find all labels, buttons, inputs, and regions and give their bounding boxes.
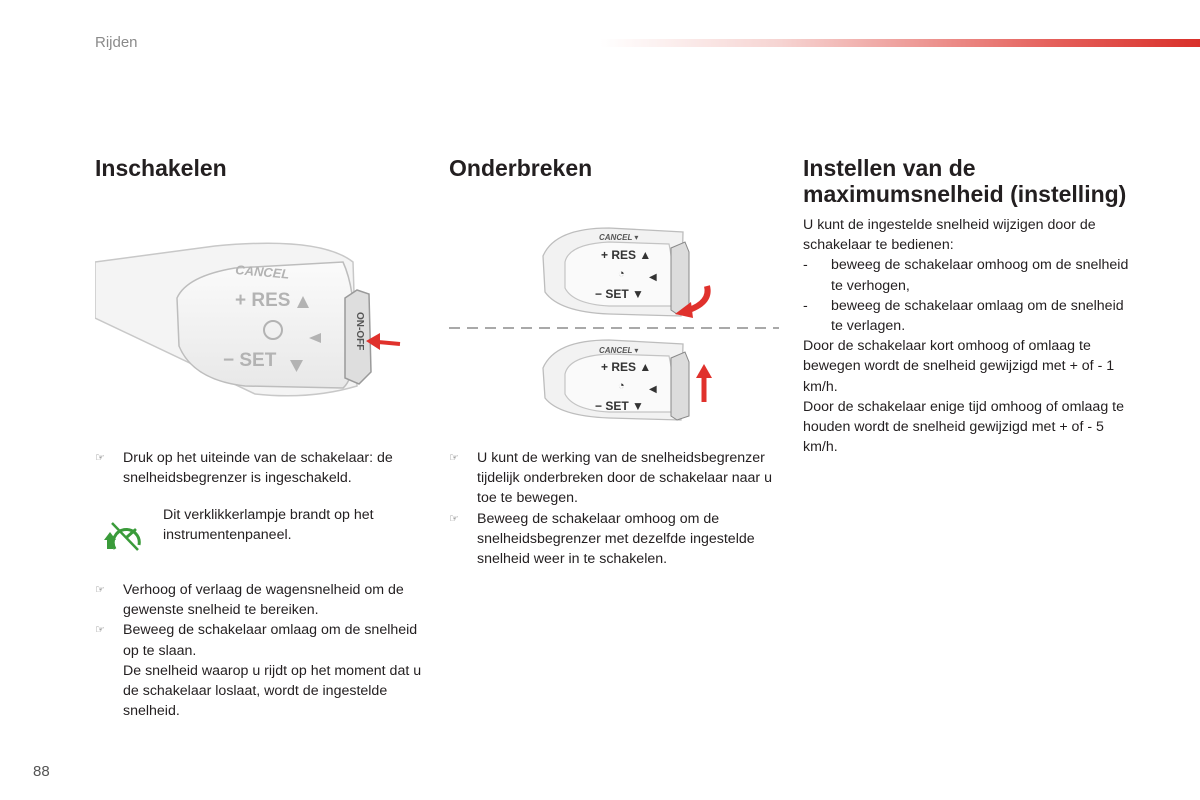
svg-text:◀: ◀ bbox=[649, 384, 657, 395]
label-on-off: ON-OFF bbox=[354, 312, 365, 351]
stalk-bottom bbox=[543, 340, 712, 420]
bullet-item: ☞ U kunt de werking van de snelheidsbegrenzer tijdelijk onderbreken door de schakelaar naar u toe te bewegen. bbox=[449, 450, 772, 507]
dash-item: - beweeg de schakelaar omhoog om de snelheid te verhogen, bbox=[803, 257, 1129, 294]
lamp-note: Dit verklikkerlampje brandt op het instrumentenpaneel. bbox=[163, 507, 374, 544]
column-onderbreken bbox=[449, 155, 779, 181]
pointing-hand-icon: ☞ bbox=[449, 452, 459, 464]
stalk-top bbox=[543, 228, 708, 318]
intro-text: U kunt de ingestelde snelheid wijzigen door de schakelaar te bedienen: bbox=[803, 217, 1096, 254]
pointing-hand-icon: ☞ bbox=[449, 512, 459, 525]
header-accent-bar bbox=[600, 39, 1200, 47]
bullet-item: ☞ Druk op het uiteinde van de schakelaar: de snelheidsbegrenzer is ingeschakeld. bbox=[95, 450, 393, 487]
bullet-item: ☞ Beweeg de schakelaar omlaag om de snelheid op te slaan. bbox=[95, 622, 418, 659]
svg-text:◔: ◔ bbox=[618, 380, 625, 392]
label-set: − SET bbox=[223, 350, 277, 371]
dash-item: - beweeg de schakelaar omlaag om de snelheid te verlagen. bbox=[803, 297, 1124, 335]
stalk-illustration-pause bbox=[449, 222, 779, 422]
speed-limiter-lamp-icon bbox=[98, 515, 146, 555]
svg-text:CANCEL ▾: CANCEL ▾ bbox=[599, 233, 639, 242]
svg-text:− SET ▼: − SET ▼ bbox=[595, 287, 644, 301]
section-label: Rijden bbox=[95, 34, 138, 51]
svg-text:CANCEL ▾: CANCEL ▾ bbox=[599, 346, 639, 355]
stalk-illustration-on-off bbox=[95, 238, 415, 403]
title-inschakelen: Inschakelen bbox=[95, 155, 227, 181]
bullet-item: ☞ Beweeg de schakelaar omhoog om de snelheidsbegrenzer met dezelfde ingestelde snelheid weer in te schakelen. bbox=[449, 510, 755, 568]
svg-text:◔: ◔ bbox=[618, 268, 625, 280]
svg-text:+ RES ▲: + RES ▲ bbox=[601, 248, 652, 262]
paragraph: Door de schakelaar enige tijd omhoog of omlaag te houden wordt de snelheid gewijzigd met + of - 5 km/h. bbox=[803, 398, 1124, 456]
bullet-note: De snelheid waarop u rijdt op het moment dat u de schakelaar loslaat, wordt de ingestelde snelheid. bbox=[123, 662, 422, 720]
pointing-hand-icon: ☞ bbox=[95, 624, 105, 637]
svg-text:+ RES ▲: + RES ▲ bbox=[601, 360, 652, 374]
label-res: + RES bbox=[235, 290, 291, 311]
svg-text:− SET ▼: − SET ▼ bbox=[595, 399, 644, 413]
svg-text:◀: ◀ bbox=[649, 272, 657, 283]
column-instellen bbox=[803, 155, 1138, 457]
arrow-up-icon bbox=[696, 364, 712, 378]
bullet-item: ☞ Verhoog of verlaag de wagensnelheid om de gewenste snelheid te bereiken. bbox=[95, 582, 404, 619]
pointing-hand-icon: ☞ bbox=[95, 452, 105, 464]
paragraph: Door de schakelaar kort omhoog of omlaag te bewegen wordt de snelheid gewijzigd met + of - 1 km/h. bbox=[803, 338, 1115, 395]
page-number: 88 bbox=[33, 763, 50, 780]
title-instellen: Instellen van de maximumsnelheid (instelling) bbox=[803, 155, 1127, 207]
pointing-hand-icon: ☞ bbox=[95, 584, 105, 596]
title-onderbreken: Onderbreken bbox=[449, 155, 593, 181]
label-cancel: CANCEL bbox=[234, 262, 291, 282]
column-inschakelen bbox=[95, 155, 430, 181]
